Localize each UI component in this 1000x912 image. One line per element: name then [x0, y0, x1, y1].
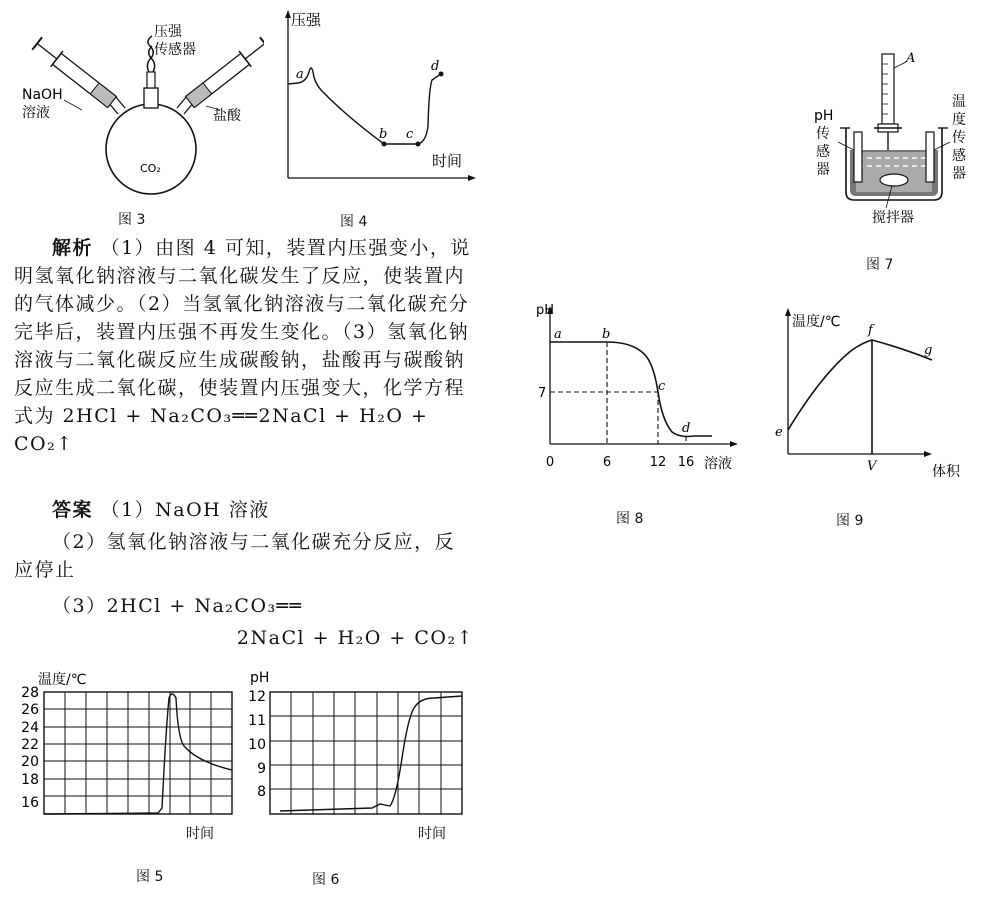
- figure-6-ph-chart: [244, 668, 469, 848]
- naoh-label-2: 溶液: [22, 105, 50, 121]
- fig8-point-d: d: [682, 421, 691, 436]
- stirrer-label: 搅拌器: [872, 210, 914, 226]
- fig4-xlabel: 时间: [432, 152, 463, 170]
- answer-heading: 答案: [52, 499, 94, 521]
- figure-4-caption: 图 4: [340, 214, 368, 230]
- fig5-ytick: 26: [21, 702, 39, 718]
- temp-sensor-label: 度: [952, 112, 966, 128]
- fig8-point-b: b: [602, 327, 611, 342]
- fig9-point-g: g: [924, 343, 933, 358]
- figure-3-caption: 图 3: [118, 212, 146, 228]
- fig6-ytick: 11: [248, 713, 266, 729]
- fig4-point-a: a: [296, 67, 304, 82]
- fig5-xlabel: 时间: [186, 826, 214, 842]
- fig8-xtick: 6: [602, 455, 612, 470]
- ph-sensor-label: 器: [816, 162, 830, 178]
- fig6-ytick: 8: [257, 784, 266, 800]
- temp-sensor-label: 传: [952, 130, 966, 146]
- fig6-ytick: 10: [248, 737, 266, 753]
- answer-3-right: 2NaCl + H₂O + CO₂↑: [236, 627, 474, 649]
- figure-8-caption: 图 8: [616, 511, 644, 527]
- figure-9-temperature-curve: [772, 304, 972, 484]
- fig5-ytick: 18: [21, 772, 39, 788]
- fig5-ytick: 20: [21, 754, 39, 770]
- fig5-ylabel: 温度/℃: [38, 672, 87, 688]
- fig6-xlabel: 时间: [418, 826, 446, 842]
- temp-sensor-label: 器: [952, 166, 966, 182]
- fig8-ytick-7: 7: [538, 386, 547, 401]
- fig5-ytick: 22: [21, 737, 39, 753]
- fig9-point-f: f: [868, 323, 873, 338]
- fig4-point-c: c: [406, 127, 414, 142]
- answer-2: （2）氢氧化钠溶液与二氧化碳充分反应，反应停止: [14, 531, 456, 581]
- fig9-xlabel: 体积: [932, 464, 960, 480]
- fig8-ylabel: pH: [536, 303, 555, 318]
- figure-5-temperature-chart: [8, 668, 238, 848]
- fig8-xtick: 12: [649, 455, 667, 470]
- burette-label-a: A: [906, 51, 916, 66]
- figure-4-pressure-chart: [276, 8, 476, 188]
- figure-8-ph-curve: [534, 300, 744, 480]
- figure-7-apparatus: [804, 50, 984, 240]
- hcl-label: 盐酸: [213, 108, 241, 124]
- fig5-ytick: 28: [21, 685, 39, 701]
- ph-sensor-label: 传: [816, 126, 830, 142]
- fig8-point-a: a: [554, 327, 562, 342]
- co2-label: CO₂: [140, 162, 161, 175]
- fig4-ylabel: 压强: [291, 11, 322, 29]
- answer-line-1: [14, 496, 472, 524]
- fig6-ytick: 12: [248, 689, 266, 705]
- naoh-label: NaOH: [22, 87, 63, 103]
- analysis-paragraph: [14, 234, 472, 458]
- fig4-point-b: b: [379, 127, 388, 142]
- fig8-xlabel: 溶液: [704, 456, 732, 472]
- figure-9-caption: 图 9: [836, 513, 864, 529]
- fig8-xtick: 0: [545, 455, 555, 470]
- figure-5-caption: 图 5: [136, 869, 164, 885]
- fig9-ylabel: 温度/℃: [792, 314, 841, 330]
- analysis-body: （1）由图 4 可知，装置内压强变小，说明氢氧化钠溶液与二氧化碳发生了反应，使装置内的气体减少。（2）当氢氧化钠溶液与二氧化碳充分完毕后，装置内压强不再发生变化。（3）氢氧化钠溶液与二氧化碳反应生成碳酸钠，盐酸再与碳酸钠反应生成二氧化碳，使装置内压强变大，化学方程式为 2HCl + Na₂CO₃══2NaCl + H₂O + CO₂↑: [14, 237, 471, 455]
- temp-sensor-label: 感: [952, 148, 966, 164]
- answer-3-left: （3）2HCl + Na₂CO₃══: [52, 595, 303, 617]
- fig9-v-label: V: [867, 459, 877, 474]
- fig5-ytick: 16: [21, 795, 39, 811]
- figure-3-apparatus: [14, 14, 264, 204]
- fig8-xtick: 16: [677, 455, 695, 470]
- fig6-ylabel: pH: [250, 670, 270, 686]
- analysis-heading: 解析: [52, 237, 94, 259]
- answer-1: （1）NaOH 溶液: [100, 499, 270, 521]
- fig5-ytick: 24: [21, 720, 39, 736]
- ph-sensor-label: pH: [814, 108, 834, 124]
- fig9-point-e: e: [775, 425, 783, 440]
- ph-sensor-label: 感: [816, 144, 830, 160]
- fig8-point-c: c: [658, 379, 666, 394]
- temp-sensor-label: 温: [952, 94, 966, 110]
- figure-6-caption: 图 6: [312, 872, 340, 888]
- fig4-point-d: d: [431, 59, 440, 74]
- pressure-sensor-label-2: 传感器: [154, 42, 196, 58]
- fig6-ytick: 9: [257, 761, 266, 777]
- pressure-sensor-label: 压强: [154, 24, 182, 40]
- figure-7-caption: 图 7: [866, 257, 894, 273]
